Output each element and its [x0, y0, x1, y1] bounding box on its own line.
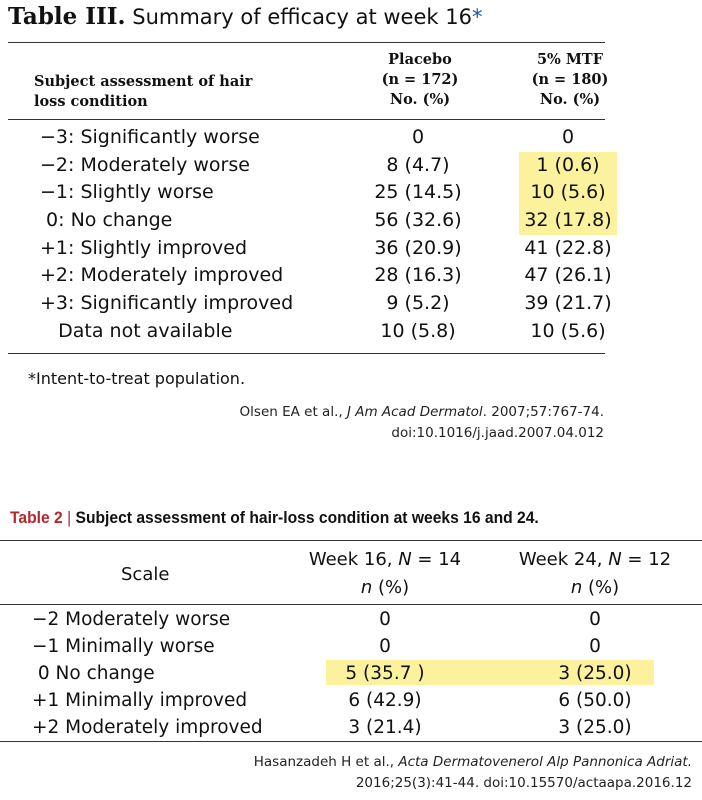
row-placebo: 0 — [411, 126, 425, 148]
row-mtf: 47 (26.1) — [524, 264, 612, 287]
header-mtf-line1: 5% MTF — [536, 51, 604, 68]
header-week24-n: N — [608, 549, 622, 570]
citation-journal: J Am Acad Dermatol — [346, 404, 483, 420]
row-week16: 6 (42.9) — [348, 690, 422, 711]
row-assessment: +1: Slightly improved — [40, 236, 248, 259]
row-placebo: 28 (16.3) — [374, 264, 462, 287]
table-2-bottom-rule — [0, 741, 702, 742]
header-unit-n: n — [570, 577, 583, 598]
table-row — [0, 714, 702, 741]
citation-volume: . 2007;57:767-74. — [482, 404, 604, 420]
row-assessment: −1: Slightly worse — [40, 181, 214, 204]
table-2-top-rule — [0, 540, 702, 541]
header-placebo — [350, 50, 490, 110]
header-unit-n: n — [360, 577, 373, 598]
row-mtf: 41 (22.8) — [524, 236, 612, 259]
table-3-label: Table III. — [8, 3, 126, 30]
header-mtf-line3: No. (%) — [539, 91, 601, 108]
header-week16 — [285, 546, 485, 602]
header-unit-pct: (%) — [582, 577, 620, 598]
table-2-header — [0, 546, 702, 606]
citation-authors: Olsen EA et al., — [239, 404, 347, 420]
row-week24: 3 (25.0) — [558, 663, 632, 684]
table-2-title — [10, 508, 539, 528]
row-scale: 0 No change — [32, 663, 155, 684]
header-unit-pct: (%) — [372, 577, 410, 598]
table-row — [0, 660, 702, 687]
citation-doi: doi:10.1016/j.jaad.2007.04.012 — [391, 425, 604, 441]
row-week24: 3 (25.0) — [558, 717, 632, 738]
row-assessment: −2: Moderately worse — [40, 153, 250, 176]
header-subject-line2: loss condition — [34, 93, 148, 110]
row-assessment: 0: No change — [40, 209, 173, 232]
row-week24: 0 — [589, 636, 601, 657]
row-assessment: −3: Significantly worse — [40, 126, 260, 148]
header-scale: Scale — [121, 564, 170, 585]
header-week24-prefix: Week 24, — [518, 549, 609, 570]
table-row — [0, 633, 702, 660]
header-week24-line2 — [495, 574, 695, 602]
header-week16-line2 — [285, 574, 485, 602]
table-3-title — [8, 0, 608, 40]
row-week16: 0 — [379, 609, 391, 630]
row-assessment: Data not available — [40, 319, 233, 342]
header-subject-assessment — [34, 72, 252, 112]
row-week16: 3 (21.4) — [348, 717, 422, 738]
table-row — [8, 179, 608, 207]
row-scale: −2 Moderately worse — [32, 609, 231, 630]
row-mtf: 1 (0.6) — [536, 153, 600, 176]
row-scale: +2 Moderately improved — [32, 717, 263, 738]
table-row — [8, 262, 612, 290]
row-week24: 0 — [589, 609, 601, 630]
row-placebo: 25 (14.5) — [374, 181, 462, 204]
table-2-separator: | — [62, 508, 76, 527]
row-mtf: 10 (5.6) — [530, 319, 606, 342]
table-row — [8, 235, 612, 263]
header-week24-line1 — [495, 546, 695, 574]
row-week16: 0 — [379, 636, 391, 657]
table-row — [8, 290, 612, 318]
table-2-label: Table 2 — [10, 508, 63, 527]
header-week16-prefix: Week 16, — [308, 549, 399, 570]
row-mtf: 39 (21.7) — [524, 292, 612, 315]
table-row — [8, 318, 608, 346]
table-3-caption: Summary of efficacy at week 16 — [125, 5, 472, 29]
citation-line1 — [240, 402, 604, 423]
header-mtf-line2: (n = 180) — [531, 71, 609, 88]
header-subject-line1: Subject assessment of hair — [34, 73, 253, 90]
row-week24: 6 (50.0) — [558, 690, 632, 711]
table-row — [0, 606, 702, 633]
row-scale: −1 Minimally worse — [32, 636, 215, 657]
table-3 — [8, 0, 612, 342]
table-3-body — [8, 124, 612, 346]
table-row — [8, 152, 608, 180]
table-row — [8, 207, 612, 235]
row-placebo: 8 (4.7) — [386, 153, 450, 176]
header-week16-n: N — [398, 549, 412, 570]
table-3-bottom-rule — [8, 353, 605, 354]
header-week16-line1 — [285, 546, 485, 574]
table-3-footnote: *Intent-to-treat population. — [28, 369, 246, 388]
table-2-body — [0, 606, 702, 741]
row-mtf: 32 (17.8) — [524, 209, 612, 232]
row-placebo: 10 (5.8) — [380, 319, 456, 342]
table-3-caption-mark: * — [471, 5, 483, 29]
row-assessment: +2: Moderately improved — [40, 264, 284, 287]
citation-line1 — [254, 752, 692, 773]
citation-line2: 2016;25(3):41-44. doi:10.15570/actaapa.2016.12 — [355, 775, 692, 791]
table-3-top-rule — [8, 42, 605, 43]
table-row — [0, 687, 702, 714]
header-week24-suffix: = 12 — [621, 549, 672, 570]
row-placebo: 9 (5.2) — [386, 292, 450, 315]
row-placebo: 56 (32.6) — [374, 209, 462, 232]
header-week24 — [495, 546, 695, 602]
table-2-citation — [254, 752, 692, 794]
row-mtf: 0 — [561, 126, 575, 148]
citation-authors: Hasanzadeh H et al., — [253, 754, 399, 770]
header-placebo-line1: Placebo — [388, 51, 452, 68]
row-mtf: 10 (5.6) — [530, 181, 606, 204]
header-week16-suffix: = 14 — [411, 549, 462, 570]
row-assessment: +3: Significantly improved — [40, 292, 294, 315]
header-placebo-line2: (n = 172) — [381, 71, 459, 88]
table-row — [8, 124, 608, 152]
header-mtf — [500, 50, 640, 110]
citation-journal: Acta Dermatovenerol Alp Pannonica Adriat. — [398, 754, 692, 770]
row-scale: +1 Minimally improved — [32, 690, 248, 711]
table-3-header-rule — [8, 119, 605, 120]
header-placebo-line3: No. (%) — [389, 91, 451, 108]
row-placebo: 36 (20.9) — [374, 236, 462, 259]
table-2-header-rule — [0, 604, 702, 605]
table-2-caption: Subject assessment of hair-loss condition at weeks 16 and 24. — [75, 508, 539, 527]
table-3-header — [8, 46, 608, 116]
table-3-citation — [240, 402, 604, 444]
row-week16: 5 (35.7 ) — [345, 663, 425, 684]
